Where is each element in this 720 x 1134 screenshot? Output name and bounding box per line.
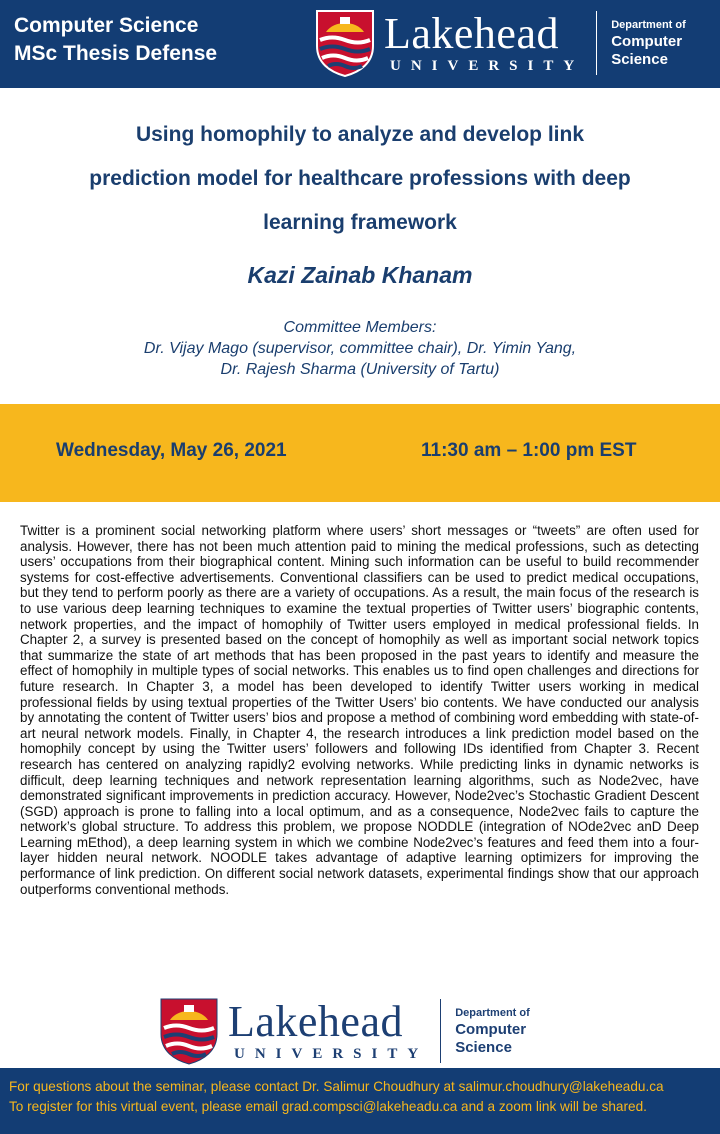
committee-line-2: Dr. Rajesh Sharma (University of Tartu) <box>220 361 500 378</box>
dept-line-1: Department of <box>455 1006 530 1019</box>
title-line-3: learning framework <box>263 211 457 234</box>
dept-line-2: Computer <box>611 32 683 50</box>
author-name: Kazi Zainab Khanam <box>247 262 473 288</box>
header-line-1: Computer Science <box>14 14 199 37</box>
event-time: 11:30 am – 1:00 pm EST <box>421 440 637 461</box>
crest-icon <box>158 996 220 1066</box>
thesis-title <box>40 113 680 245</box>
title-line-1: Using homophily to analyze and develop link <box>135 123 585 146</box>
header-title <box>14 12 217 68</box>
logo-department <box>455 1006 530 1057</box>
logo-name: Lakehead <box>228 996 403 1046</box>
dept-line-3: Science <box>611 50 668 68</box>
footer-register-line: To register for this virtual event, please email grad.compsci@lakeheadu.ca and a zoom link will be shared. <box>9 1099 647 1114</box>
logo-name: Lakehead <box>384 8 559 58</box>
crest-icon <box>314 8 376 78</box>
logo-divider <box>596 11 597 75</box>
logo-divider <box>440 999 441 1063</box>
footer-contact-line: For questions about the seminar, please contact Dr. Salimur Choudhury at salimur.choudhury@lakeheadu.ca <box>9 1079 664 1094</box>
header-line-2: MSc Thesis Defense <box>14 42 218 65</box>
dept-line-2: Computer <box>455 1020 527 1038</box>
committee-members <box>40 317 680 380</box>
logo-university: UNIVERSITY <box>390 57 585 74</box>
committee-line-1: Dr. Vijay Mago (supervisor, committee chair), Dr. Yimin Yang, <box>143 340 577 357</box>
university-logo-top <box>314 8 686 78</box>
logo-wordmark <box>228 996 429 1063</box>
committee-heading: Committee Members: <box>283 319 437 336</box>
logo-wordmark <box>384 8 585 75</box>
logo-department <box>611 18 686 69</box>
dept-line-1: Department of <box>611 18 686 31</box>
title-line-2: prediction model for healthcare professions with deep <box>89 167 631 190</box>
dept-line-3: Science <box>455 1038 512 1056</box>
university-logo-bottom <box>158 996 530 1066</box>
abstract-text: Twitter is a prominent social networking platform where users’ short messages or “tweets” are often used for analysis. However, there has not been much attention paid to mining the medical professions, such as detecting users’ occupations from their biographical content. Mining such information can be useful to build recommender systems for cost-effective advertisements. Conventional classifiers can be used to predict medical occupations, but they tend to perform poorly as there are a variety of occupations. As a result, the main focus of the research is to use various deep learning techniques to examine the textual properties of Twitter users’ biographic contents, network properties, and the impact of homophily of Twitter users employed in medical professional fields. In Chapter 2, a survey is presented based on the concept of homophily as well as important social network topics that summarize the state of art methods that has been proposed in the past years to identify and measure the effect of homophily in multiple types of social networks. This enables us to find open challenges and directions for future research. In Chapter 3, a model has been developed to identify Twitter users working in medical professional fields by using textual properties of the Twitter Users’ bio contents. We have conducted our analysis by annotating the content of Twitter users’ bios and propose a method of combining word embedding with state-of-art neural network models. Finally, in Chapter 4, the research introduces a link prediction model based on the homophily concept by using the Twitter users’ followers and following IDs identified from Chapter 3. Recent research has centered on analyzing rapidly2 evolving networks. While predicting links in dynamic networks is difficult, deep learning techniques and network representation learning algorithms, such as Node2vec, have demonstrated significant improvements in prediction accuracy. However, Node2vec’s Stochastic Gradient Descent (SGD) approach is prone to falling into a local optimum, and as a consequence, Node2vec fails to capture the network’s global structure. To address this problem, we propose NODDLE (integration of NOde2vec anD Deep Learning mEthod), a deep learning system in which we combine Node2vec’s features and feed them into a four-layer hidden neural network. NOODLE takes advantage of adaptive learning optimizers for improving the performance of link prediction. On different social network datasets, experimental findings show that our approach outperforms conventional methods. <box>20 523 699 897</box>
event-date: Wednesday, May 26, 2021 <box>56 440 287 461</box>
logo-university: UNIVERSITY <box>234 1045 429 1062</box>
